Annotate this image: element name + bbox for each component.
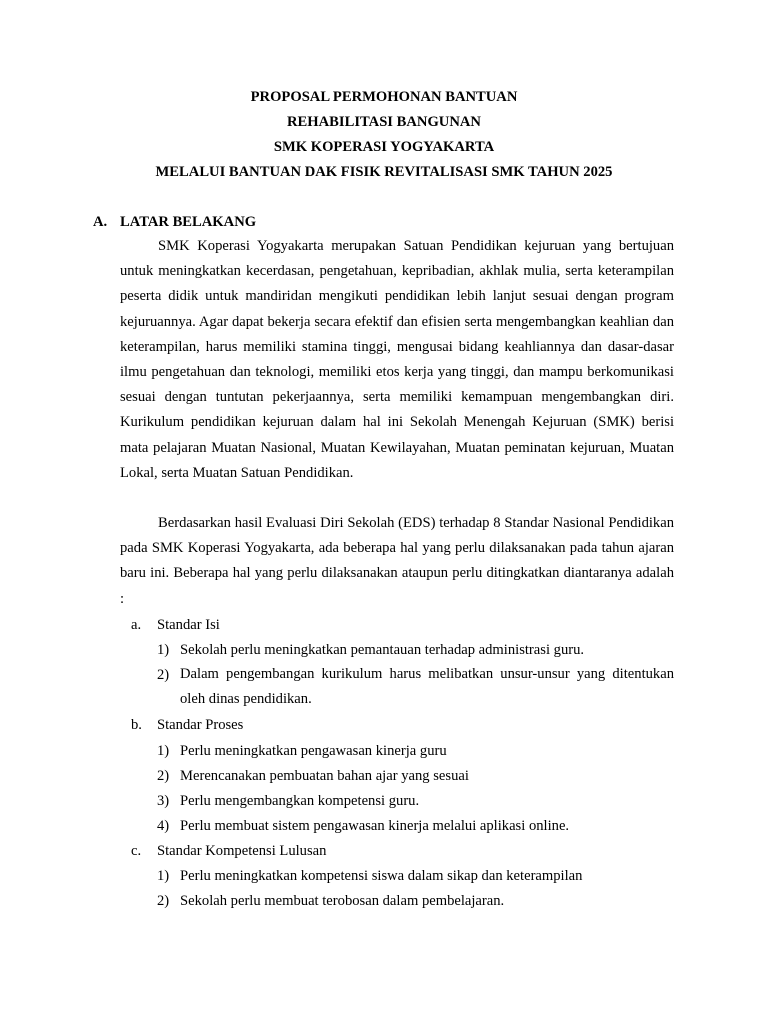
list-item: Perlu membuat sistem pengawasan kinerja melalui aplikasi online. [180, 818, 570, 834]
list-item: Dalam pengembangan kurikulum harus melibatkan unsur-unsur yang ditentukan oleh dinas pendidikan. [180, 666, 674, 708]
title-line-3: SMK KOPERASI YOGYAKARTA [273, 139, 495, 155]
list-marker: a. [131, 617, 142, 633]
list-item: Sekolah perlu membuat terobosan dalam pembelajaran. [180, 893, 505, 909]
paragraph-1-text: SMK Koperasi Yogyakarta merupakan Satuan Pendidikan kejuruan yang bertujuan untuk meningkatkan kecerdasan, pengetahuan, kepribadian, akhlak mulia, serta keterampilan peserta didik untuk mandiridan mengikuti pendidikan lebih lanjut sesuai dengan program kejuruannya. Agar dapat bekerja secara efektif dan efisien serta mengembangkan keahlian dan keterampilan, harus memiliki stamina tinggi, mengusai bidang keahliannya dan dasar-dasar ilmu pengetahuan dan teknologi, memiliki etos kerja yang tinggi, dan mampu berkomunikasi sesuai dengan tuntutan pekerjaannya, serta memiliki kemampuan mengembangkan diri. Kurikulum pendidikan kejuruan dalam hal ini Sekolah Menengah Kejuruan (SMK) berisi mata pelajaran Muatan Nasional, Muatan Kewilayahan, Muatan peminatan kejuruan, Muatan Lokal, serta Muatan Satuan Pendidikan. [120, 238, 674, 481]
standard-label: Standar Proses [157, 717, 244, 733]
list-item: Perlu meningkatkan pengawasan kinerja guru [180, 743, 447, 759]
list-item-number: 2) [157, 768, 170, 784]
list-item-number: 1) [157, 743, 170, 759]
list-item-number: 3) [157, 793, 170, 809]
list-marker: b. [131, 717, 142, 733]
list-item-number: 4) [157, 818, 170, 834]
list-item: Perlu mengembangkan kompetensi guru. [180, 793, 420, 809]
paragraph-2 [120, 511, 674, 612]
list-item: Sekolah perlu meningkatkan pemantauan terhadap administrasi guru. [180, 642, 585, 658]
title-line-2: REHABILITASI BANGUNAN [287, 114, 481, 130]
list-item-number: 1) [157, 868, 170, 884]
list-marker: c. [131, 843, 142, 859]
standard-label: Standar Kompetensi Lulusan [157, 843, 327, 859]
paragraph-2-text: Berdasarkan hasil Evaluasi Diri Sekolah (EDS) terhadap 8 Standar Nasional Pendidikan pada SMK Koperasi Yogyakarta, ada beberapa hal yang perlu dilaksanakan pada tahun ajaran baru ini. Beberapa hal yang perlu dilaksanakan ataupun perlu ditingkatkan diantaranya adalah : [120, 515, 674, 607]
section-number: A. [93, 214, 108, 230]
section-heading: LATAR BELAKANG [120, 214, 257, 230]
list-item-number: 1) [157, 642, 170, 658]
standard-label: Standar Isi [157, 617, 220, 633]
list-item-number: 2) [157, 667, 170, 683]
list-item: Perlu meningkatkan kompetensi siswa dalam sikap dan keterampilan [180, 868, 583, 884]
title-line-1: PROPOSAL PERMOHONAN BANTUAN [250, 89, 518, 105]
title-line-4: MELALUI BANTUAN DAK FISIK REVITALISASI SMK TAHUN 2025 [155, 164, 613, 180]
list-item: Merencanakan pembuatan bahan ajar yang sesuai [180, 768, 469, 784]
list-item-number: 2) [157, 893, 170, 909]
paragraph-1 [120, 234, 674, 486]
